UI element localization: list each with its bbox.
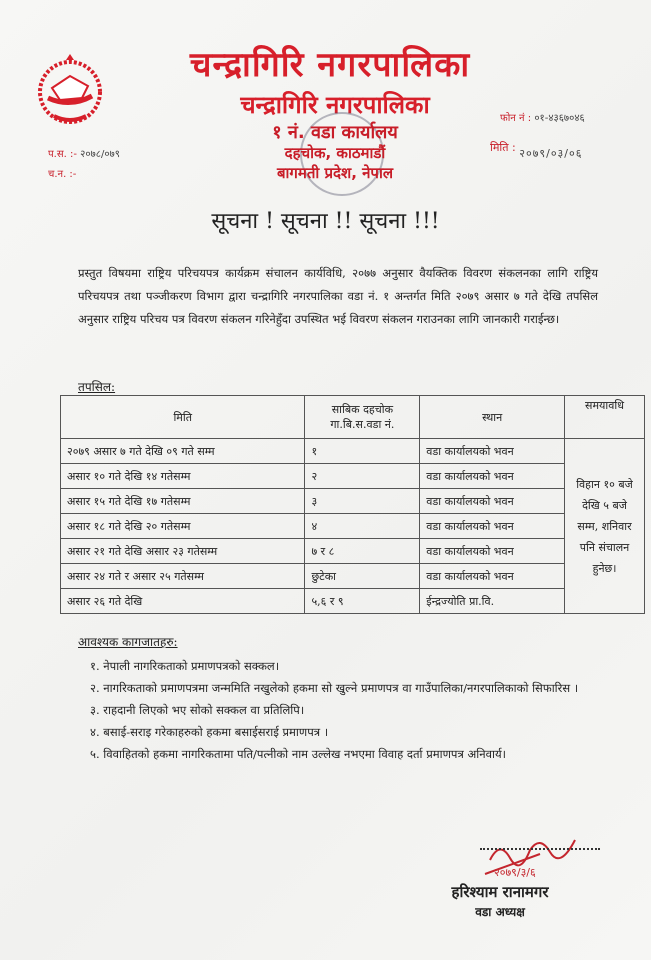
signature-date: २०७९/३/६ [494, 866, 536, 879]
signature-line [480, 848, 600, 850]
reference-label: प.स. :- [48, 149, 77, 160]
notice-body: प्रस्तुत विषयमा राष्ट्रिय परिचयपत्र कार्यक्रम संचालन कार्यविधि, २०७७ अनुसार वैयक्तिक विवरण संकलनका लागि राष्ट्रिय परिचयपत्र तथा पञ्जीकरण विभाग द्वारा चन्द्रागिरि नगरपालिका वडा नं. १ अन्तर्गत मिति २०७९ असार ७ गते देखि तपसिल अनुसार राष्ट्रिय परिचय पत्र विवरण संकलन गरिनेहुँदा उपस्थित भई विवरण संकलन गराउनका लागि जानकारी गराईन्छ। [78, 266, 598, 326]
row-date: असार १० गते देखि १४ गतेसम्म [61, 464, 305, 489]
header-ward: साबिक दहचोक गा.बि.स.वडा नं. [305, 396, 420, 439]
document-item: ५. विवाहितको हकमा नागरिकतामा पति/पत्नीको नाम उल्लेख नभएमा विवाह दर्ता प्रमाणपत्र अनिवार्य। [90, 747, 506, 761]
municipality-title-stylized: चन्द्रागिरि नगरपालिका [240, 91, 430, 119]
signatory-designation: वडा अध्यक्ष [475, 905, 525, 919]
row-place: वडा कार्यालयको भवन [420, 564, 565, 589]
document-item: १. नेपाली नागरिकताको प्रमाणपत्रको सक्कल। [90, 659, 280, 673]
phone-label: फोन नं : [500, 113, 532, 124]
table-row [61, 514, 645, 539]
row-place: वडा कार्यालयको भवन [420, 514, 565, 539]
date-label: मिति : [490, 141, 516, 154]
row-date: असार २६ गते देखि [61, 589, 305, 614]
document-item: २. नागरिकताको प्रमाणपत्रमा जन्ममिति नखुलेको हकमा सो खुल्ने प्रमाणपत्र वा गाउँपालिका/नगरपालिकाको सिफारिस । [90, 681, 579, 695]
table-row [61, 589, 645, 614]
row-date: असार २१ गते देखि असार २३ गतेसम्म [61, 539, 305, 564]
row-place: वडा कार्यालयको भवन [420, 539, 565, 564]
row-place: वडा कार्यालयको भवन [420, 489, 565, 514]
row-ward: ५,६ र ९ [305, 589, 420, 614]
documents-list [90, 655, 600, 765]
dispatch-number [48, 166, 76, 180]
row-date: असार १५ गते देखि १७ गतेसम्म [61, 489, 305, 514]
row-date: २०७९ असार ७ गते देखि ०९ गते सम्म [61, 439, 305, 464]
reference-number [48, 146, 120, 160]
row-ward: ३ [305, 489, 420, 514]
row-place: वडा कार्यालयको भवन [420, 464, 565, 489]
municipality-title: चन्द्रागिरि नगरपालिका [189, 45, 471, 85]
address-line-1: दहचोक, काठमाडौं [284, 144, 386, 162]
notice-title: सूचना ! सूचना !! सूचना !!! [211, 209, 440, 234]
dispatch-label: च.न. :- [48, 169, 77, 180]
address-line-2: बागमती प्रदेश, नेपाल [276, 164, 394, 182]
signatory-name: हरिश्याम रानामगर [451, 883, 549, 901]
letter-date [490, 140, 583, 160]
header-time: समयावधि [565, 396, 645, 439]
header-place: स्थान [420, 396, 565, 439]
signature-mark-icon [480, 830, 600, 880]
row-ward: ७ र ८ [305, 539, 420, 564]
table-row [61, 564, 645, 589]
date-value: २०७९/०३/०६ [519, 147, 583, 160]
ward-office-label: १ नं. वडा कार्यालय [272, 122, 398, 143]
schedule-table [60, 395, 645, 614]
document-item: ४. बसाई-सराइ गरेकाहरुको हकमा बसाईसराई प्रमाणपत्र । [90, 725, 329, 739]
documents-title: आवश्यक कागजातहरु: [78, 635, 178, 649]
document-item: ३. राहदानी लिएको भए सोको सक्कल वा प्रतिलिपि। [90, 703, 305, 717]
phone-value: ०१-४३६७०४६ [534, 113, 585, 124]
table-header-row [61, 396, 645, 439]
phone-number [500, 110, 585, 124]
row-date: असार २४ गते र असार २५ गतेसम्म [61, 564, 305, 589]
row-ward: ४ [305, 514, 420, 539]
row-ward: १ [305, 439, 420, 464]
row-date: असार १८ गते देखि २० गतेसम्म [61, 514, 305, 539]
table-row [61, 439, 645, 464]
row-place: ईन्द्रज्योति प्रा.वि. [420, 589, 565, 614]
row-place: वडा कार्यालयको भवन [420, 439, 565, 464]
table-row [61, 489, 645, 514]
table-row [61, 539, 645, 564]
header-date: मिति [61, 396, 305, 439]
row-ward: छुटेका [305, 564, 420, 589]
reference-value: २०७८/०७९ [80, 149, 120, 160]
row-ward: २ [305, 464, 420, 489]
table-row [61, 464, 645, 489]
schedule-title: तपसिल: [78, 380, 116, 394]
time-note: विहान १० बजे देखि ५ बजे सम्म, शनिवार पनि संचालन हुनेछ। [565, 439, 645, 614]
nepal-emblem-icon [30, 50, 110, 130]
